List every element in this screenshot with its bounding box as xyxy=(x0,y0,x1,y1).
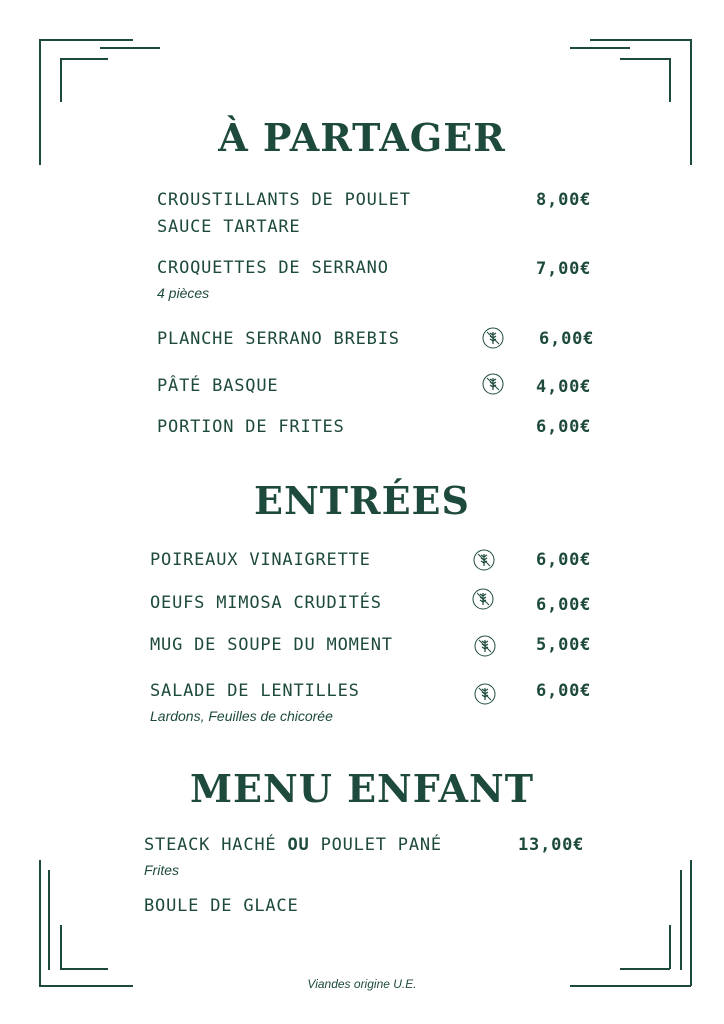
item-name xyxy=(144,835,442,855)
item-name-part: STEACK HACHÉ xyxy=(144,835,288,855)
item-name: PÂTÉ BASQUE xyxy=(157,376,279,396)
item-price: 8,00€ xyxy=(536,190,592,210)
item-name: SALADE DE LENTILLES xyxy=(150,681,360,701)
gluten-free-icon xyxy=(474,683,496,705)
item-name: BOULE DE GLACE xyxy=(144,896,299,916)
item-price: 5,00€ xyxy=(536,635,592,655)
item-subtitle: Frites xyxy=(144,862,179,878)
item-name: PLANCHE SERRANO BREBIS xyxy=(157,329,400,349)
item-price: 6,00€ xyxy=(536,681,592,701)
section-title-enfant: MENU ENFANT xyxy=(189,766,535,811)
item-name: MUG DE SOUPE DU MOMENT xyxy=(150,635,393,655)
item-subtitle: Lardons, Feuilles de chicorée xyxy=(150,708,333,724)
footer-note: Viandes origine U.E. xyxy=(307,977,417,991)
item-price: 6,00€ xyxy=(536,595,592,615)
item-name: CROUSTILLANTS DE POULET xyxy=(157,190,411,210)
item-price: 13,00€ xyxy=(518,835,585,855)
item-subtitle: 4 pièces xyxy=(157,285,210,301)
gluten-free-icon xyxy=(474,635,496,657)
item-name-part: POULET PANÉ xyxy=(309,835,442,855)
item-price: 6,00€ xyxy=(536,417,592,437)
gluten-free-icon xyxy=(482,373,504,395)
gluten-free-icon xyxy=(482,327,504,349)
item-name-line2: SAUCE TARTARE xyxy=(157,217,301,237)
item-name: POIREAUX VINAIGRETTE xyxy=(150,550,371,570)
gluten-free-icon xyxy=(473,549,495,571)
item-price: 4,00€ xyxy=(536,377,592,397)
item-name: OEUFS MIMOSA CRUDITÉS xyxy=(150,593,382,613)
section-title-entrees: ENTRÉES xyxy=(254,478,470,523)
gluten-free-icon xyxy=(472,588,494,610)
item-price: 6,00€ xyxy=(539,329,595,349)
item-name: PORTION DE FRITES xyxy=(157,417,345,437)
item-name: CROQUETTES DE SERRANO xyxy=(157,258,389,278)
item-price: 6,00€ xyxy=(536,550,592,570)
item-name-or: OU xyxy=(287,835,310,855)
section-title-partager: À PARTAGER xyxy=(218,115,506,160)
item-price: 7,00€ xyxy=(536,259,592,279)
